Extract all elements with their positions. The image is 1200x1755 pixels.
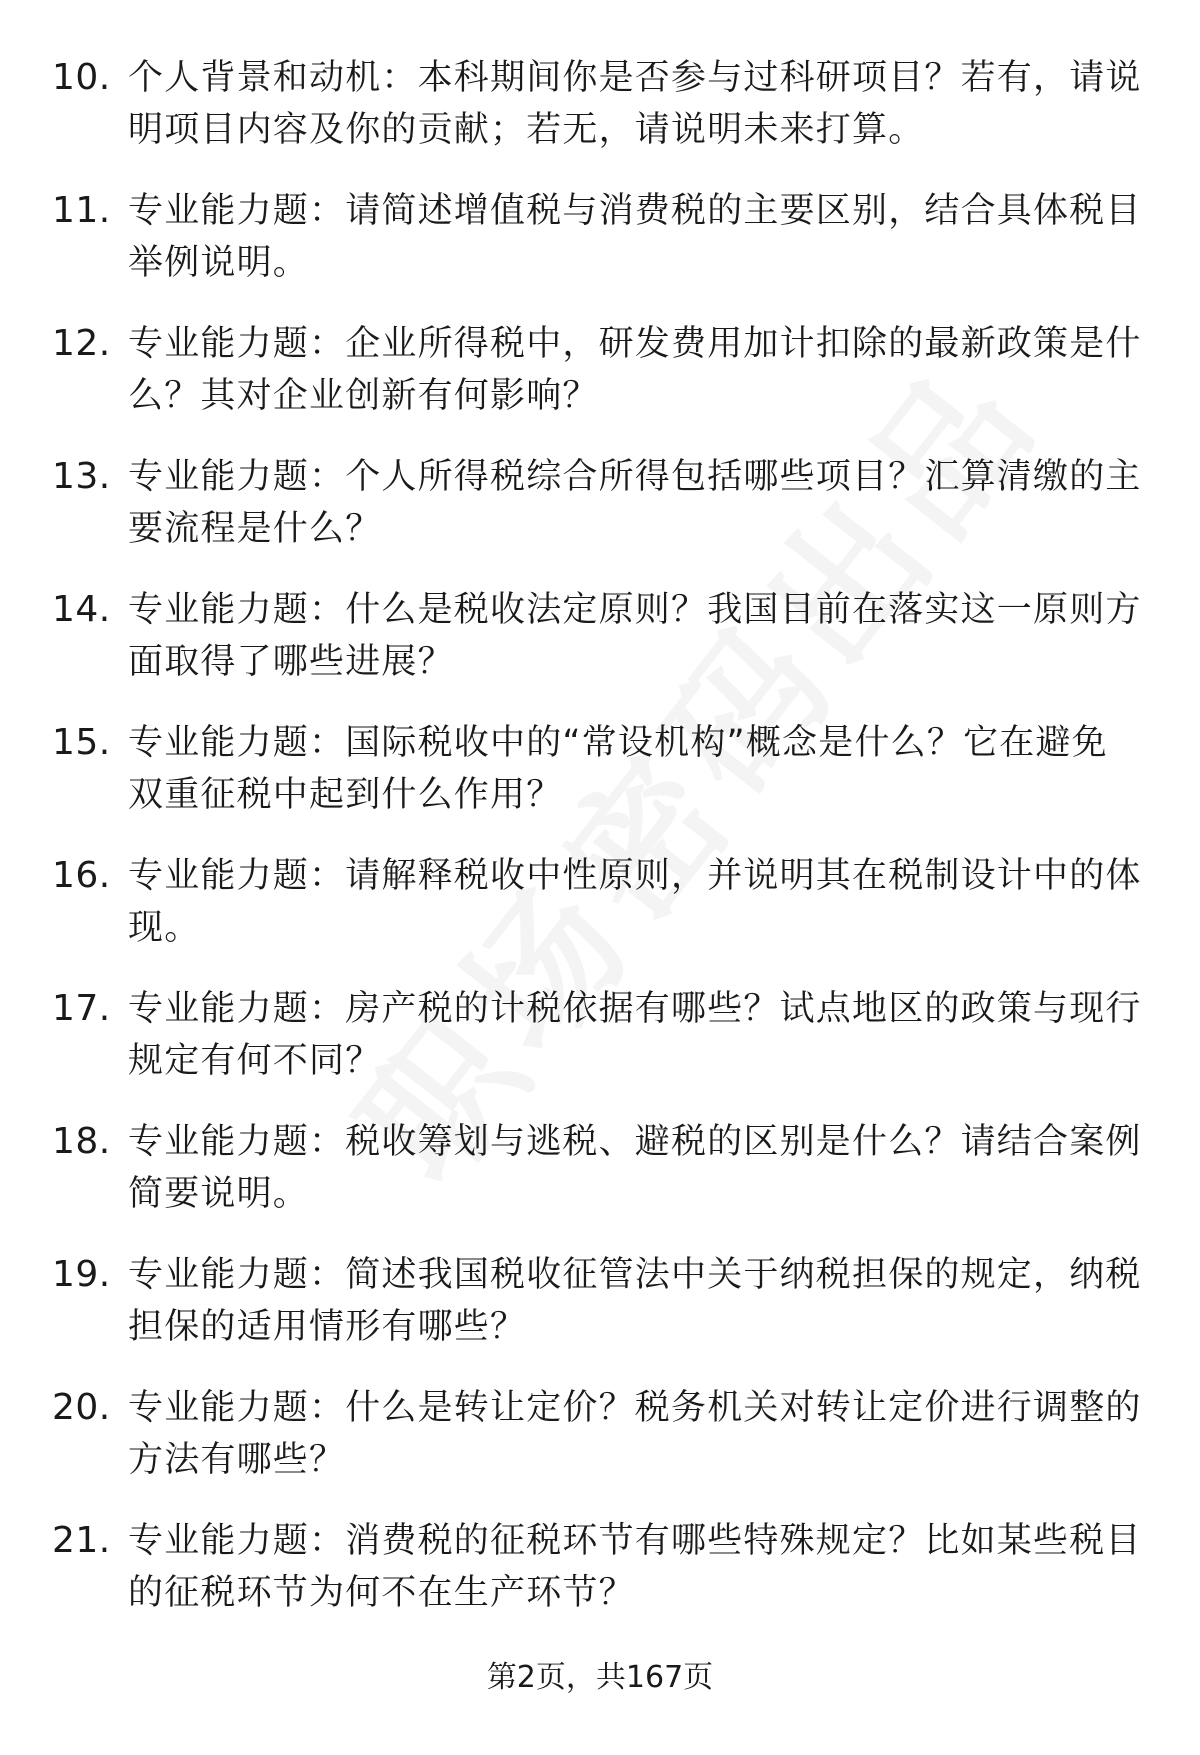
question-item — [0, 717, 1200, 850]
question-text: 专业能力题：请简述增值税与消费税的主要区别，结合具体税目举例说明。 — [128, 191, 1142, 283]
question-text: 专业能力题：什么是转让定价？税务机关对转让定价进行调整的方法有哪些？ — [128, 1388, 1142, 1480]
question-item — [0, 983, 1200, 1116]
question-number: 12. — [52, 323, 111, 364]
page-indicator: 第2页，共167页 — [486, 1660, 714, 1695]
question-number: 17. — [52, 988, 111, 1029]
question-item — [0, 1116, 1200, 1249]
question-text: 专业能力题：请解释税收中性原则，并说明其在税制设计中的体现。 — [128, 856, 1142, 948]
question-text: 专业能力题：个人所得税综合所得包括哪些项目？汇算清缴的主要流程是什么？ — [128, 457, 1142, 549]
question-text: 专业能力题：什么是税收法定原则？我国目前在落实这一原则方面取得了哪些进展？ — [128, 590, 1142, 682]
question-number: 11. — [52, 190, 111, 231]
question-item — [0, 451, 1200, 584]
question-text: 专业能力题：税收筹划与逃税、避税的区别是什么？请结合案例简要说明。 — [128, 1122, 1142, 1214]
question-number: 20. — [52, 1387, 111, 1428]
question-item — [0, 1382, 1200, 1515]
question-text: 个人背景和动机：本科期间你是否参与过科研项目？若有，请说明项目内容及你的贡献；若无，请说明未来打算。 — [128, 58, 1142, 150]
question-item — [0, 850, 1200, 983]
question-item — [0, 584, 1200, 717]
question-item — [0, 318, 1200, 451]
question-item — [0, 1249, 1200, 1382]
question-text: 专业能力题：房产税的计税依据有哪些？试点地区的政策与现行规定有何不同？ — [128, 989, 1142, 1081]
question-text: 专业能力题：消费税的征税环节有哪些特殊规定？比如某些税目的征税环节为何不在生产环节？ — [128, 1521, 1142, 1613]
question-number: 14. — [52, 589, 111, 630]
question-number: 19. — [52, 1254, 111, 1295]
question-text: 专业能力题：国际税收中的“常设机构”概念是什么？它在避免双重征税中起到什么作用？ — [128, 723, 1108, 815]
question-list — [0, 52, 1200, 1648]
question-text: 专业能力题：企业所得税中，研发费用加计扣除的最新政策是什么？其对企业创新有何影响？ — [128, 324, 1142, 416]
question-number: 16. — [52, 855, 111, 896]
question-number: 15. — [52, 722, 111, 763]
question-number: 13. — [52, 456, 111, 497]
question-item — [0, 52, 1200, 185]
question-item — [0, 1515, 1200, 1648]
question-number: 18. — [52, 1121, 111, 1162]
question-number: 10. — [52, 57, 111, 98]
question-number: 21. — [52, 1520, 111, 1561]
question-text: 专业能力题：简述我国税收征管法中关于纳税担保的规定，纳税担保的适用情形有哪些？ — [128, 1255, 1142, 1347]
question-item — [0, 185, 1200, 318]
